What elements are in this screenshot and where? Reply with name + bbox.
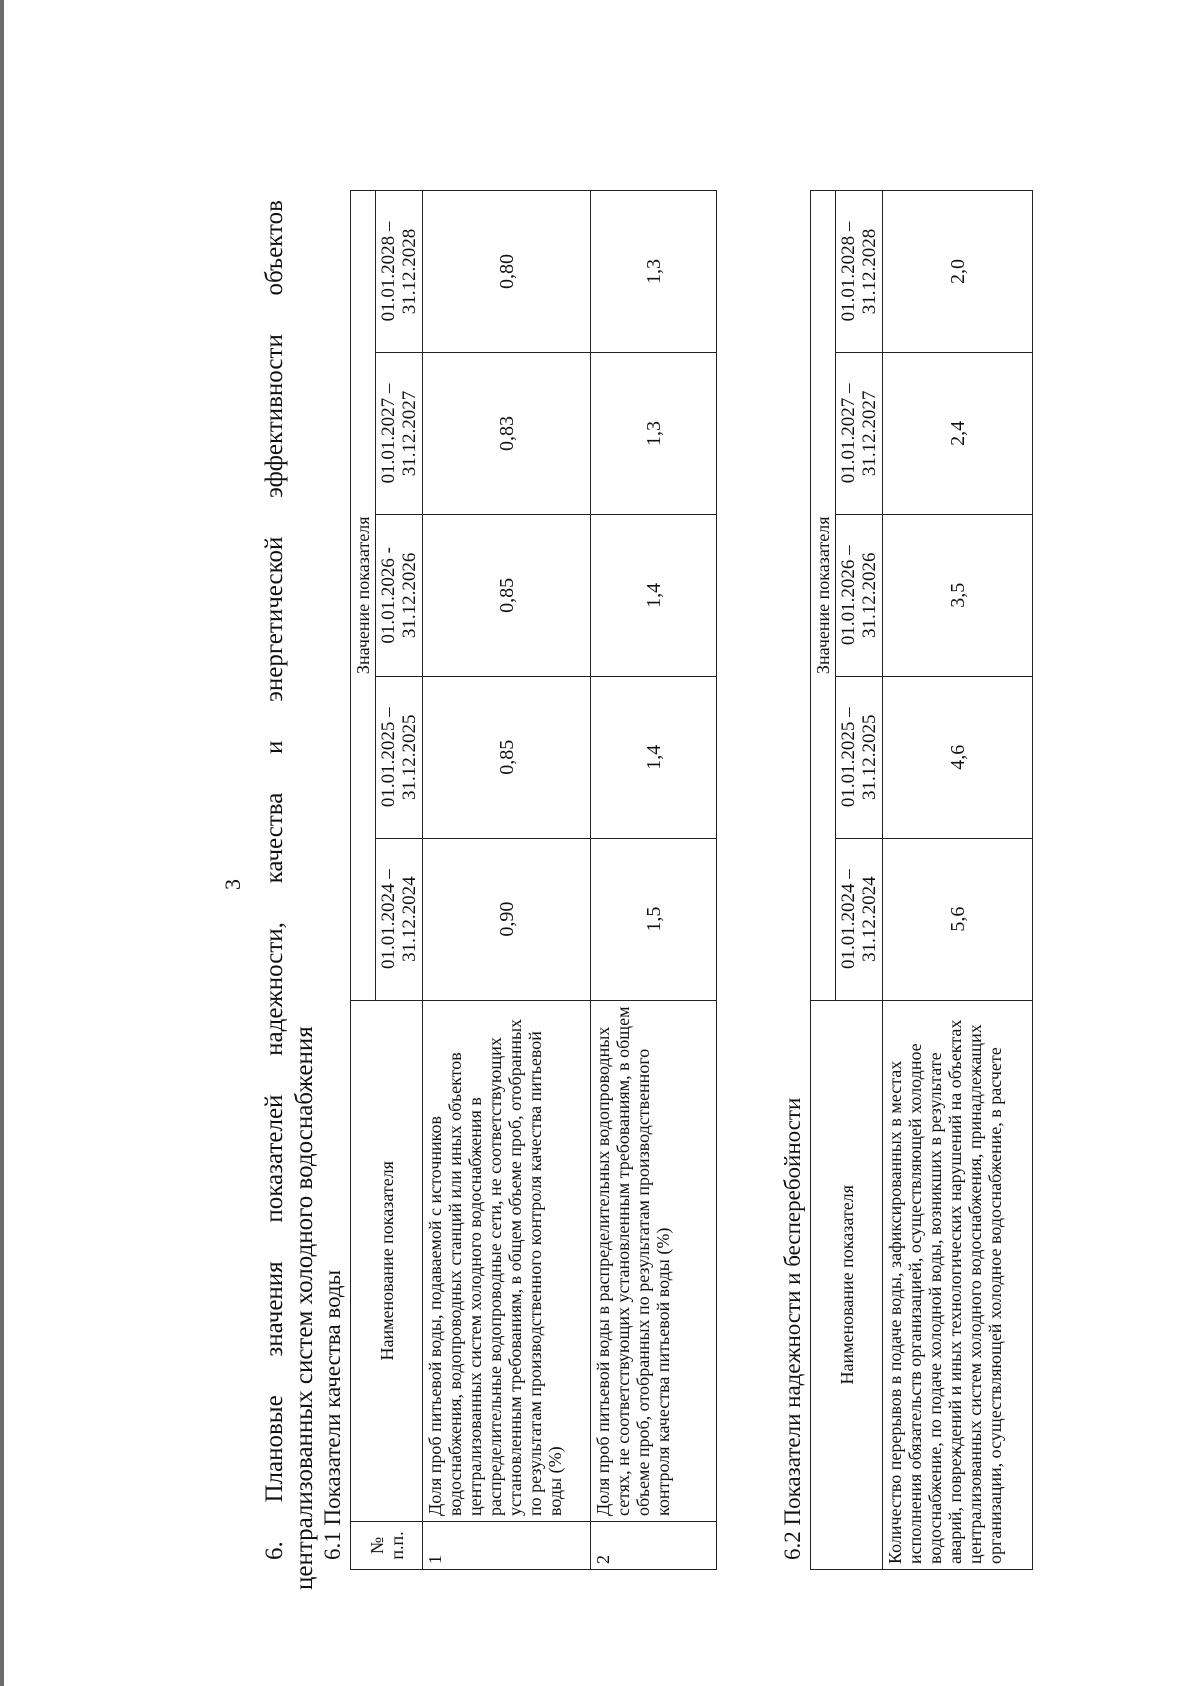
header-name: Наименование показателя <box>811 1000 883 1569</box>
period-cell: 01.01.2025 – 31.12.2025 <box>836 676 883 838</box>
heading-word: Плановые <box>261 1395 288 1503</box>
table-row <box>591 191 717 1570</box>
row-name: Доля проб питьевой воды в распределительных водопроводных сетях, не соответствующих установленным требованиям, в общем объеме проб, отобранных по результатам производственного контроля качества питьевой воды (%) <box>591 1000 717 1521</box>
reliability-table <box>810 190 1033 1570</box>
value-cell: 0,83 <box>423 352 591 514</box>
period-cell: 01.01.2028 – 31.12.2028 <box>836 191 883 353</box>
header-name: Наименование показателя <box>351 1000 423 1521</box>
heading-word: показателей <box>261 1094 288 1223</box>
period-cell: 01.01.2028 – 31.12.2028 <box>376 191 423 353</box>
period-cell: 01.01.2024 – 31.12.2024 <box>376 838 423 1000</box>
heading-word: энергетической <box>261 536 288 702</box>
value-cell: 2,4 <box>883 352 1033 514</box>
header-values: Значение показателя <box>811 191 836 1001</box>
period-cell: 01.01.2024 – 31.12.2024 <box>836 838 883 1000</box>
value-cell: 0,90 <box>423 838 591 1000</box>
value-cell: 1,4 <box>591 514 717 676</box>
rotated-page <box>220 90 1100 1590</box>
quality-table <box>350 190 717 1570</box>
table-row <box>883 191 1033 1570</box>
heading-word: эффективности <box>261 334 288 498</box>
value-cell: 3,5 <box>883 514 1033 676</box>
table-header-row <box>811 191 836 1570</box>
row-number: 1 <box>423 1522 591 1570</box>
table-row <box>423 191 591 1570</box>
heading-word: и <box>261 740 288 754</box>
heading-word: объектов <box>261 200 288 296</box>
value-cell: 5,6 <box>883 838 1033 1000</box>
period-cell: 01.01.2026 - 31.12.2026 <box>376 514 423 676</box>
heading-word: качества <box>261 792 288 884</box>
subsection-title-reliability: 6.2 Показатели надежности и бесперебойности <box>780 1097 805 1560</box>
period-cell: 01.01.2025 – 31.12.2025 <box>376 676 423 838</box>
value-cell: 1,3 <box>591 191 717 353</box>
value-cell: 1,4 <box>591 676 717 838</box>
value-cell: 0,80 <box>423 191 591 353</box>
period-cell: 01.01.2027 – 31.12.2027 <box>836 352 883 514</box>
heading-word: значения <box>261 1261 288 1357</box>
value-cell: 0,85 <box>423 676 591 838</box>
row-name: Количество перерывов в подаче воды, зафиксированных в местах исполнения обязательств организацией, осуществляющей холодное водоснабжение, по подаче холодной воды, возникших в результате аварий, повреждений и иных технологических нарушений на объектах централизованных систем холодного водоснабжения, принадлежащих организации, осуществляющей холодное водоснабжение, в расчете <box>883 1000 1033 1569</box>
header-no: № п.п. <box>351 1522 423 1570</box>
heading-word: 6. <box>261 1541 288 1560</box>
table-header-row <box>351 191 376 1570</box>
period-cell: 01.01.2027 – 31.12.2027 <box>376 352 423 514</box>
value-cell: 2,0 <box>883 191 1033 353</box>
header-values: Значение показателя <box>351 191 376 1001</box>
subsection-title-quality: 6.1 Показатели качества воды <box>320 1269 345 1560</box>
value-cell: 1,5 <box>591 838 717 1000</box>
value-cell: 1,3 <box>591 352 717 514</box>
row-number: 2 <box>591 1522 717 1570</box>
heading-line-2: централизованных систем холодного водоснабжения <box>291 1026 318 1590</box>
period-cell: 01.01.2026 – 31.12.2026 <box>836 514 883 676</box>
section-heading <box>260 90 320 1590</box>
heading-line-1 <box>260 200 290 1590</box>
scan-edge <box>0 0 4 1686</box>
page-number: 3 <box>220 879 245 890</box>
value-cell: 4,6 <box>883 676 1033 838</box>
heading-word: надежности, <box>261 922 288 1056</box>
value-cell: 0,85 <box>423 514 591 676</box>
row-name: Доля проб питьевой воды, подаваемой с источников водоснабжения, водопроводных станций или иных объектов централизованных систем холодного водоснабжения в распределительные водопроводные сети, не соответствующих установленным требованиям, в общем объеме проб, отобранных по результатам производственного контроля качества питьевой воды (%) <box>423 1000 591 1521</box>
